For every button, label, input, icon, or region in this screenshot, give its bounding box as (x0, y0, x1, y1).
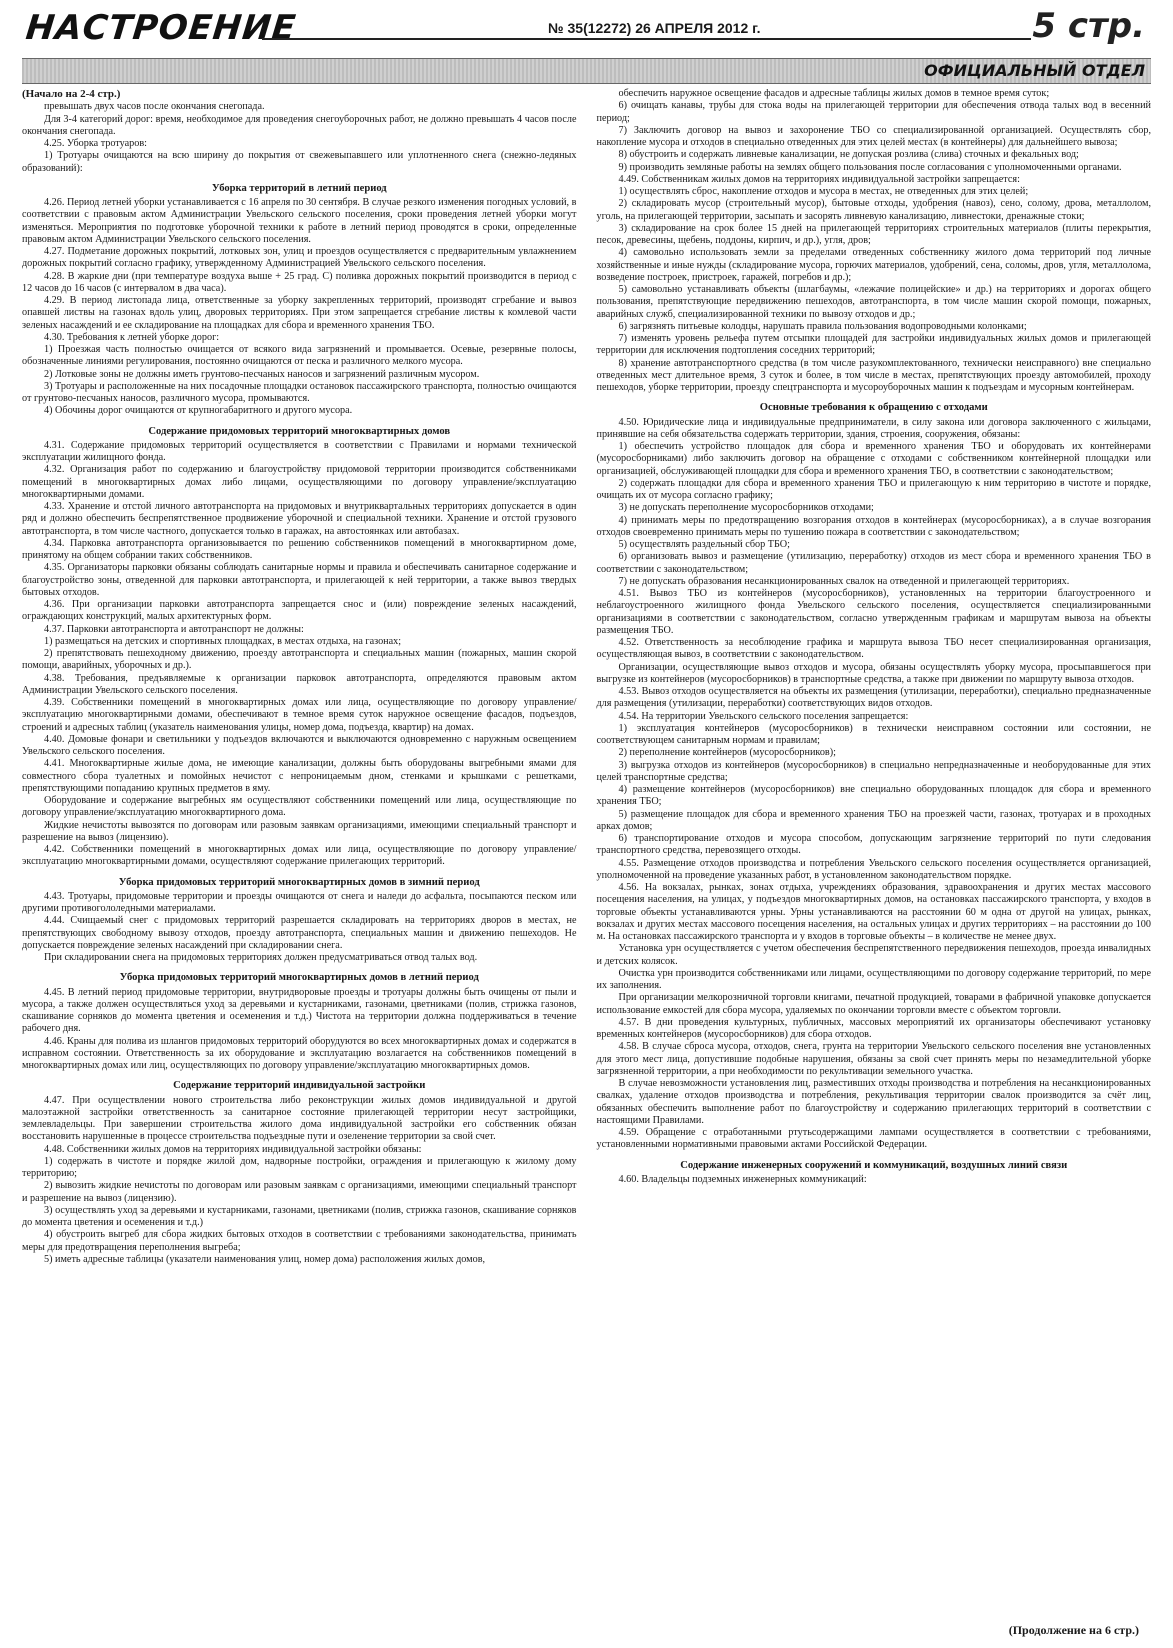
paragraph: 2) вывозить жидкие нечистоты по договорам или разовым заявкам с организациями, имеющими специальный транспорт и разрешение на вывоз (лицензию). (22, 1180, 577, 1204)
right-section-3 (597, 1174, 1152, 1186)
heading-waste-requirements: Основные требования к обращению с отходами (759, 402, 988, 414)
paragraph: 4.58. В случае сброса мусора, отходов, снега, грунта на территории Увельского сельского поселения вне установленных для этого мест лица, допустившие подобные нарушения, обязаны за свой счет принять меры по незамедлительной уборке загрязненной территории, а при необходимости по рекультивации земельного участка. (596, 1041, 1151, 1077)
section-bar (22, 58, 1151, 84)
paragraph: 4.29. В период листопада лица, ответственные за уборку закрепленных территорий, производят сгребание и вывоз опавшей листвы на газонах вдоль улиц, дворовых территориях. При этом запрещается сгребание листвы к комлевой части зеленых насаждений и ее складирование на площадках для сбора и временного хранения ТБО. (22, 295, 577, 331)
heading-summer-cleaning: Уборка территорий в летний период (211, 182, 387, 194)
paragraph: 4.35. Организаторы парковки обязаны соблюдать санитарные нормы и правила и обеспечивать санитарное содержание и благоустройство зоны, отведенной для парковки автотранспорта, и прилегающей к ней территории, а также вывоз твердых бытовых отходов. (22, 562, 577, 598)
paragraph: 4.39. Собственники помещений в многоквартирных домах или лица, осуществляющие по договору управление/эксплуатацию многоквартирными домами, обеспечивают в темное время суток наружное освещение фасадов, подъездов, строений и адресных таблиц (указатель наименования улицы, номер дома, подъезда, квартир) на домах. (22, 697, 577, 733)
paragraph: 3) Тротуары и расположенные на них посадочные площадки остановок пассажирского транспорта, полностью очищаются от грунтово-песчаных наносов, различного мусора, промываются. (22, 380, 577, 404)
paragraph: 5) иметь адресные таблицы (указатели наименования улиц, номер дома) расположения жилых домов, (44, 1253, 486, 1265)
paragraph: 4.27. Подметание дорожных покрытий, лотковых зон, улиц и проездов осуществляется с предварительным увлажнением дорожных покрытий согласно графику, утвержденному Администрацией Увельского сельского поселения. (22, 246, 577, 270)
paragraph: 4.57. В дни проведения культурных, публичных, массовых мероприятий их организаторы обеспечивают установку временных контейнеров (мусоросборников) для сбора отходов. (596, 1016, 1151, 1040)
paragraph: Установка урн осуществляется с учетом обеспечения беспрепятственного передвижения пешеходов, проезда инвалидных и детских колясок. (596, 943, 1151, 967)
paragraph: 4.32. Организация работ по содержанию и благоустройству придомовой территории производится собственниками помещений в многоквартирных домах либо лицами, осуществляющими по договору управление/эксплуатацию многоквартирными домами. (22, 464, 577, 500)
paragraph: 6) транспортирование отходов и мусора способом, допускающим загрязнение территорий по пути следования транспортного средства, перевозящего отходы. (596, 833, 1151, 857)
paragraph: 3) не допускать переполнение мусоросборников отходами; (618, 502, 874, 514)
paragraph: 4.41. Многоквартирные жилые дома, не имеющие канализации, должны быть оборудованы выгребными ямами для совместного сбора туалетных и помойных нечистот с непроницаемым дном, стенками и крышками с решетками, препятствующими попаданию крупных предметов в яму. (22, 758, 577, 794)
paragraph: обеспечить наружное освещение фасадов и адресные таблицы жилых домов в темное время суток; (618, 88, 1050, 99)
paragraph: 4.42. Собственники помещений в многоквартирных домах или лица, осуществляющие по договору управление/эксплуатацию многоквартирными домами, осуществляют содержание прилегающих территорий. (22, 844, 577, 868)
paragraph: 1) обеспечить устройство площадок для сбора и временного хранения ТБО и оборудовать их контейнерами (мусоросборниками) либо заключить договор на обращение с отходами с собственником контейнерной площадки или организацией, обслуживающей площадки для сбора и временного хранения ТБО, в соответствии с законодательством; (596, 441, 1151, 477)
masthead (22, 0, 1151, 56)
paragraph: 4) обустроить выгреб для сбора жидких бытовых отходов в соответствии с требованиями законодательства, принимать меры для предотвращения переполнения выгреба; (22, 1229, 577, 1253)
paragraph: 4.26. Период летней уборки устанавливается с 16 апреля по 30 сентября. В случае резкого изменения погодных условий, в соответствии с правовым актом Администрации Увельского сельского поселения, сроки проведения летней уборки могут изменяться. Мероприятия по подготовке уборочной техники к работе в летний период проводятся в сроки, определенные правовым актом Администрации Увельского сельского поселения. (22, 197, 577, 245)
left-column (22, 88, 577, 1266)
paragraph: 4.49. Собственникам жилых домов на территориях индивидуальной застройки запрещается: (618, 173, 1020, 185)
paragraph: 4.59. Обращение с отработанными ртутьсодержащими лампами осуществляется в соответствии с требованиями, установленными нормативными правовыми актами Российской Федерации. (596, 1127, 1151, 1151)
paragraph: 2) переполнение контейнеров (мусоросборников); (618, 747, 836, 759)
paragraph: 4.28. В жаркие дни (при температуре воздуха выше + 25 град. С) поливка дорожных покрытий производится в период с 12 часов до 16 часов (с интервалом в два часа). (22, 270, 577, 294)
paragraph: 6) очищать канавы, трубы для стока воды на прилегающей территории для обеспечения отвода талых вод в весенний период; (596, 100, 1151, 124)
paragraph: 3) выгрузка отходов из контейнеров (мусоросборников) в специально непредназначенные и необорудованные для этих целей транспортные средства; (596, 759, 1151, 783)
paragraph: 4.40. Домовые фонари и светильники у подъездов включаются и выключаются одновременно с наружным освещением Увельского сельского поселения. (22, 733, 577, 757)
heading-courtyards-winter: Уборка придомовых территорий многоквартирных домов в зимний период (118, 876, 480, 888)
paragraph: 2) Лотковые зоны не должны иметь грунтово-песчаных наносов и загрязнений различным мусором. (44, 368, 480, 380)
paragraph: 5) самовольно устанавливать объекты (шлагбаумы, «лежачие полицейские» и др.) на территориях и дорогах общего пользования, препятствующие передвижению пешеходов, автотранспорта, в том числе машин скорой помощи, пожарных, аварийных служб, специализированной техники по вывозу отходов и др.; (596, 284, 1151, 320)
masthead-rule (262, 38, 1031, 40)
paragraph: Оборудование и содержание выгребных ям осуществляют собственники помещений или лица, осуществляющие по договору управление/эксплуатацию многоквартирного дома. (22, 795, 577, 819)
continued-from: (Начало на 2-4 стр.) (22, 88, 121, 100)
paragraph: 4.53. Вывоз отходов осуществляется на объекты их размещения (утилизации, переработки), специально предназначенные для размещения (утилизации, переработки) соответствующих видов отходов. (596, 686, 1151, 710)
paragraph: 4.43. Тротуары, придомовые территории и проезды очищаются от снега и наледи до асфальта, посыпаются песком или другими противогололедными материалами. (22, 890, 577, 914)
paragraph: 7) не допускать образования несанкционированных свалок на отведенной и прилегающей территориях. (618, 575, 1070, 587)
heading-courtyards-summer: Уборка придомовых территорий многоквартирных домов в летний период (119, 972, 479, 984)
paragraph: 4.48. Собственники жилых домов на территориях индивидуальной застройки обязаны: (44, 1143, 422, 1155)
paragraph: 4.30. Требования к летней уборке дорог: (44, 331, 220, 343)
paragraph: 4.34. Парковка автотранспорта организовывается по решению собственников помещений в многоквартирном доме, принятому на общем собрании таких собственников. (22, 537, 577, 561)
paragraph: 2) складировать мусор (строительный мусор), бытовые отходы, удобрения (навоз), сено, солому, дрова, металлолом, уголь, на прилегающей территории, засыпать и засорять ливневую канализацию, ливнестоки, дренажные стоки; (596, 198, 1151, 222)
paragraph: 4.56. На вокзалах, рынках, зонах отдыха, учреждениях образования, здравоохранения и других местах массового посещения населения, на улицах, у подъездов многоквартирных домов, на остановках пассажирского транспорта, у входов в торговые объекты устанавливаются урны. Урны устанавливаются на расстоянии 60 м одна от другой на улицах, рынках, вокзалах и других местах массового посещения населения, на остальных улицах и других территориях – на расстоянии до 100 м. На остановках пассажирского транспорта и у входов в торговые объекты – в количестве не менее двух. (596, 882, 1151, 942)
paragraph: 4.51. Вывоз ТБО из контейнеров (мусоросборников), установленных на территории благоустроенного и неблагоустроенного жилищного фонда Увельского сельского поселения, осуществляется специализированными организациями в соответствии с законодательством, согласно утвержденным графикам и маршрутам вывоза на объекты размещения ТБО. (596, 588, 1151, 636)
paragraph: 4.54. На территории Увельского сельского поселения запрещается: (618, 710, 909, 722)
issue-info: № 35(12272) 26 АПРЕЛЯ 2012 г. (542, 20, 766, 36)
newspaper-title: НАСТРОЕНИЕ (23, 8, 299, 48)
paragraph: 4.37. Парковки автотранспорта и автотранспорт не должны: (44, 623, 304, 635)
paragraph: Для 3-4 категорий дорог: время, необходимое для проведения снегоуборочных работ, не должно превышать 4 часов после окончания снегопада. (22, 113, 577, 137)
heading-courtyards: Содержание придомовых территорий многоквартирных домов (148, 425, 451, 437)
paragraph: При организации мелкорозничной торговли книгами, печатной продукцией, товарами в фабричной упаковке допускается использование емкостей для сбора мусора, удаляемых по окончании торговли вместе с объектом торговли. (596, 992, 1151, 1016)
right-column (597, 88, 1152, 1266)
left-section-2 (22, 440, 577, 869)
heading-engineering: Содержание инженерных сооружений и коммуникаций, воздушных линий связи (680, 1159, 1068, 1171)
paragraph: 1) содержать в чистоте и порядке жилой дом, надворные постройки, ограждения и прилегающую к жилому дому территорию; (22, 1155, 577, 1179)
paragraph: 4.25. Уборка тротуаров: (44, 138, 147, 149)
paragraph: 4.38. Требования, предъявляемые к организации парковок автотранспорта, определяются правовым актом Администрации Увельского сельского поселения. (22, 672, 577, 696)
paragraph: 6) организовать вывоз и размещение (утилизацию, переработку) отходов из мест сбора и временного хранения ТБО в соответствии с законодательством; (596, 551, 1151, 575)
paragraph: 4.47. При осуществлении нового строительства либо реконструкции жилых домов индивидуальной и другой малоэтажной застройки ответственность за санитарное состояние прилегающей территории несут застройщики, землевладельцы. При завершении строительства жилого дома индивидуальной застройки его собственник обязан восстановить нарушенные в процессе строительства подъездные пути и озеленение территории за свой счет. (22, 1094, 577, 1143)
left-intro (22, 101, 577, 175)
paragraph: В случае невозможности установления лиц, разместивших отходы производства и потребления на несанкционированных свалках, удаление отходов производства и потребления, рекультивация территории свалок производится за счёт лиц, обязанных обеспечить выполнение работ по благоустройству и содержанию прилегающих территорий в соответствии с настоящими Правилами. (596, 1078, 1151, 1126)
paragraph: 7) изменять уровень рельефа путем отсыпки площадей для застройки индивидуальных жилых домов и прилегающей территории для исключения подтопления соседних территорий; (596, 333, 1151, 357)
paragraph: 5) размещение площадок для сбора и временного хранения ТБО на проезжей части, газонах, тротуарах и в проходных арках домов; (596, 808, 1151, 832)
paragraph: 4.50. Юридические лица и индивидуальные предприниматели, в силу закона или договора заключенного с жильцами, принявшие на себя обязательства содержать территории, здания, строения, сооружения, обязаны: (596, 416, 1151, 440)
paragraph: 1) Проезжая часть полностью очищается от всякого вида загрязнений и промывается. Осевые, резервные полосы, обозначенные линиями регулирования, постоянно очищаются от песка и различного мелкого мусора. (22, 344, 577, 368)
paragraph: 4) размещение контейнеров (мусоросборников) вне специально оборудованных площадок для сбора и временного хранения ТБО; (596, 784, 1151, 808)
paragraph: 1) осуществлять сброс, накопление отходов и мусора в местах, не отведенных для этих целей; (618, 186, 1029, 197)
paragraph: 1) эксплуатация контейнеров (мусоросборников) в технически неисправном состоянии или состоянии, не соответствующем санитарным нормам и правилам; (596, 722, 1151, 746)
paragraph: 4.36. При организации парковки автотранспорта запрещается снос и (или) повреждение зеленых насаждений, ограждающих конструкций, малых архитектурных форм. (22, 599, 577, 623)
paragraph: Организации, осуществляющие вывоз отходов и мусора, обязаны осуществлять уборку мусора, просыпавшегося при выгрузке из контейнеров (мусоросборников) в транспортные средства, а также при движении по маршруту вывоза отходов. (596, 661, 1151, 685)
left-section-3 (22, 891, 577, 965)
paragraph: Жидкие нечистоты вывозятся по договорам или разовым заявкам организациями, имеющими специальный транспорт и разрешение на вывоз (лицензию). (22, 819, 577, 843)
article-columns (22, 88, 1151, 1266)
paragraph: 4.60. Владельцы подземных инженерных коммуникаций: (618, 1173, 867, 1185)
left-section-1 (22, 197, 577, 418)
paragraph: 8) обустроить и содержать ливневые канализации, не допуская розлива (слива) сточных и фекальных вод; (618, 149, 1079, 161)
paragraph: Очистка урн производится собственниками или лицами, осуществляющими по договору содержание территорий, по мере их заполнения. (596, 967, 1151, 991)
paragraph: 4) самовольно использовать земли за пределами отведенных собственнику жилого дома территорий под личные хозяйственные и иные нужды (складирование мусора, горючих материалов, удобрений, сена, соломы, дров, угля, металлолома, возведение построек, пристроек, гаражей, погребов и др.); (596, 247, 1151, 283)
paragraph: 1) Тротуары очищаются на всю ширину до покрытия от свежевыпавшего или уплотненного снега (снежно-ледяных образований): (22, 150, 577, 174)
paragraph: 2) содержать площадки для сбора и временного хранения ТБО и прилегающую к ним территорию в чистоте и порядке, очищать их от мусора согласно графику; (596, 477, 1151, 501)
paragraph: При складировании снега на придомовых территориях должен предусматриваться отвод талых вод. (44, 952, 478, 963)
paragraph: 6) загрязнять питьевые колодцы, нарушать правила пользования водопроводными колонками; (618, 320, 1027, 332)
paragraph: 3) осуществлять уход за деревьями и кустарниками, газонами, цветниками (полив, стрижка газонов, скашивание сорняков до момента цветения и осеменения и т.д.) (22, 1204, 577, 1228)
paragraph: 2) препятствовать пешеходному движению, проезду автотранспорта и специальных машин (пожарных, машин скорой помощи, аварийных, уборочных и др.). (22, 648, 577, 672)
paragraph: 5) осуществлять раздельный сбор ТБО; (618, 539, 790, 550)
paragraph: 3) складирование на срок более 15 дней на прилегающей территориях строительных материалов (плиты перекрытия, песок, древесины, щебень, поддоны, кирпич, и др.), угля, дров; (596, 222, 1151, 246)
paragraph: 4.45. В летний период придомовые территории, внутридворовые проезды и тротуары должны быть очищены от пыли и мусора, а также должен осуществляться уход за деревьями и кустарниками, газонами, цветниками (полив, стрижка газонов, скашивание сорняков до момента цветения и осеменения и т.д.) Чистота на территории должна поддерживаться в течение рабочего дня. (22, 986, 577, 1035)
paragraph: 4.55. Размещение отходов производства и потребления Увельского сельского поселения осуществляется организацией, уполномоченной на проведение указанных работ, в установленном законодательством порядке. (596, 857, 1151, 881)
section-label: ОФИЦИАЛЬНЫЙ ОТДЕЛ (924, 61, 1145, 80)
paragraph: 4) Обочины дорог очищаются от крупногабаритного и другого мусора. (44, 405, 353, 417)
paragraph: 7) Заключить договор на вывоз и захоронение ТБО со специализированной организацией. Осуществлять сбор, накопление мусора и отходов в специально отведенных для этих целей местах (в контейнеры) для дальнейшего вывоза; (596, 124, 1151, 148)
paragraph: 4.52. Ответственность за несоблюдение графика и маршрута вывоза ТБО несет специализированная организация, осуществляющая вывоз, в соответствии с законодательством. (596, 637, 1151, 661)
right-section-1 (597, 88, 1152, 394)
paragraph: 8) хранение автотранспортного средства (в том числе разукомплектованного, технически неисправного) вне специально отведенных мест длительное время, 3 суток и более, в том числе в местах, препятствующих проезду автомобилей, проходу пешеходов, уборке территории, проезду спецтранспорта и мусороуборочных машин к подъездам и мусорным контейнерам. (596, 357, 1151, 393)
paragraph: 4.46. Краны для полива из шлангов придомовых территорий оборудуются во всех многоквартирных домах и содержатся в исправном состоянии. Ответственность за их оборудование и эксплуатацию возлагается на собственников помещений в многоквартирных домах или лиц, осуществляющих по договору управление/эксплуатацию многоквартирных домов. (22, 1035, 577, 1071)
heading-individual-housing: Содержание территорий индивидуальной застройки (173, 1080, 426, 1092)
paragraph: 4.31. Содержание придомовых территорий осуществляется в соответствии с Правилами и нормами технической эксплуатации жилищного фонда. (22, 439, 577, 463)
paragraph: 4.33. Хранение и отстой личного автотранспорта на придомовых и внутриквартальных территориях допускается в один ряд и должно обеспечить беспрепятственное продвижение уборочной и специальной техники. Хранение и отстой грузового автотранспорта, в том числе частного, допускается только в гаражах, на автостоянках или автобазах. (22, 501, 577, 537)
paragraph: 4) принимать меры по предотвращению возгорания отходов в контейнерах (мусоросборниках), а в случае возгорания отходов своевременно принимать меры по тушению пожара в соответствии с законодательством; (596, 514, 1151, 538)
continued-to: (Продолжение на 6 стр.) (1008, 1623, 1139, 1637)
paragraph: 1) размещаться на детских и спортивных площадках, в местах отдыха, на газонах; (44, 635, 402, 647)
left-section-5 (22, 1095, 577, 1267)
right-section-2 (597, 417, 1152, 1152)
paragraph: 9) производить земляные работы на землях общего пользования после согласования с уполномоченными органами. (618, 161, 1122, 173)
page-number: 5 стр. (1032, 6, 1145, 46)
left-section-4 (22, 987, 577, 1073)
paragraph: 4.44. Счищаемый снег с придомовых территорий разрешается складировать на территориях дворов в местах, не препятствующих свободному вывозу отходов, проезду автотранспорта, специальных машин и движению пешеходов. Не допускается повреждение зеленых насаждений при складировании снега. (22, 915, 577, 951)
paragraph: превышать двух часов после окончания снегопада. (44, 101, 265, 113)
